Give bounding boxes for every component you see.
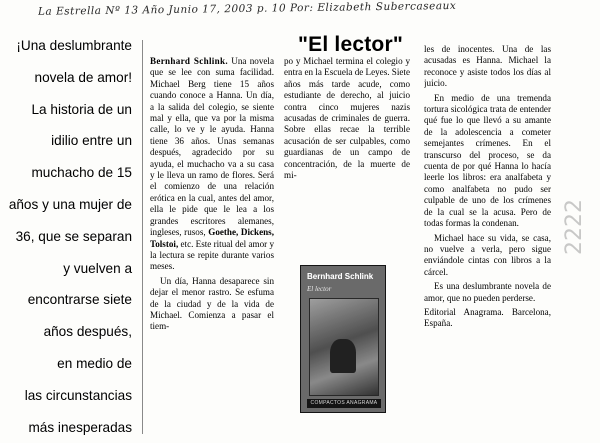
sidebar-line: en medio de bbox=[57, 355, 132, 371]
paragraph: les de inocentes. Una de las acusadas es Hanna. Michael la reconoce y asiste todos los días al juicio. bbox=[424, 44, 551, 89]
column-divider bbox=[142, 40, 143, 434]
paragraph: En medio de una tremenda tortura sicológica trata de entender qué fue lo que llevó a su amante de la adolescencia a cometer semejantes crímenes. En el transcurso del proceso, se da cuenta de por qué Hanna lo hacía leerle los libros: era analfabeta y como analfabeta no pudo ser culpable de uno de los crímenes de la cual se la acusa. Pero de todas formas la condenan. bbox=[424, 92, 551, 229]
publisher-credit: Editorial Anagrama. Barcelona, España. bbox=[424, 306, 551, 329]
sidebar-pullquote bbox=[0, 30, 138, 434]
paragraph: po y Michael termina el colegio y entra en la Escuela de Leyes. Siete años más tarde acude, como estudiante de derecho, al juicio contra cinco mujeres nazis acusadas de criminales de guerra. Sobre ellas recae la terrible acusación de ser culpables, como guardianas de un campo de concentración, de la muerte de mi- bbox=[284, 56, 410, 181]
sidebar-line: 36, que se separan bbox=[15, 228, 132, 244]
article-column-1 bbox=[150, 56, 274, 434]
sidebar-line: años después, bbox=[43, 324, 132, 340]
sidebar-line: encontrarse siete bbox=[27, 292, 132, 308]
book-cover-photo bbox=[309, 298, 379, 396]
sidebar-line: idilio entre un bbox=[51, 133, 132, 149]
sidebar-line: ¡Una deslumbrante bbox=[16, 38, 132, 53]
paragraph-text: Una novela que se lee con suma facilidad. Michael Berg tiene 15 años cuando conoce a Hanna. Un día, a la salida del colegio, se siente mal y ella, que va por la misma calle, lo ve y le ayuda. Hanna tiene 36 años. Unas semanas después, agradecido por su ayuda, el muchacho va a su casa y le lleva un ramo de flores. Será el comienzo de una relación erótica en la cual, antes del amor, ella le pide que le lea a los grandes escritores alemanes, ingleses, rusos, bbox=[150, 56, 274, 238]
book-cover-author: Bernhard Schlink bbox=[307, 272, 374, 281]
margin-scribble: 2222 bbox=[562, 199, 587, 255]
sidebar-line: más inesperadas bbox=[28, 419, 132, 435]
book-cover-publisher: COMPACTOS ANAGRAMA bbox=[307, 399, 381, 408]
book-cover-title: El lector bbox=[307, 285, 332, 293]
sidebar-line: las circunstancias bbox=[24, 387, 132, 403]
sidebar-line: muchacho de 15 bbox=[31, 165, 132, 181]
book-author-byline: Bernhard Schlink. bbox=[150, 56, 228, 66]
article-column-3 bbox=[424, 44, 551, 434]
paragraph: Un día, Hanna desaparece sin dejar el menor rastro. Se esfuma de la ciudad y de la vida de Michael. Comienza a pasar el tiem- bbox=[150, 275, 274, 332]
handwritten-annotation: La Estrella Nº 13 Año Junio 17, 2003 p. 10 Por: Elizabeth Subercaseaux bbox=[37, 0, 457, 18]
sidebar-line: y vuelven a bbox=[63, 260, 132, 276]
article-title: "El lector" bbox=[298, 33, 403, 56]
article-column-2 bbox=[284, 56, 410, 266]
paragraph-text: etc. Este ritual del amor y la lectura se repite durante varios meses. bbox=[150, 238, 274, 272]
sidebar-line: La historia de un bbox=[31, 101, 132, 117]
authors-list-bold: Goethe, Dickens, Tolstoi, bbox=[150, 227, 274, 249]
paragraph: Es una deslumbrante novela de amor, que no pueden perderse. bbox=[424, 281, 551, 303]
sidebar-line: años y una mujer de bbox=[8, 196, 132, 212]
sidebar-line: novela de amor! bbox=[34, 69, 132, 85]
paragraph: Michael hace su vida, se casa, no vuelve a verla, pero sigue enviándole cintas con libros a la cárcel. bbox=[424, 232, 551, 277]
book-cover-image bbox=[300, 265, 386, 413]
